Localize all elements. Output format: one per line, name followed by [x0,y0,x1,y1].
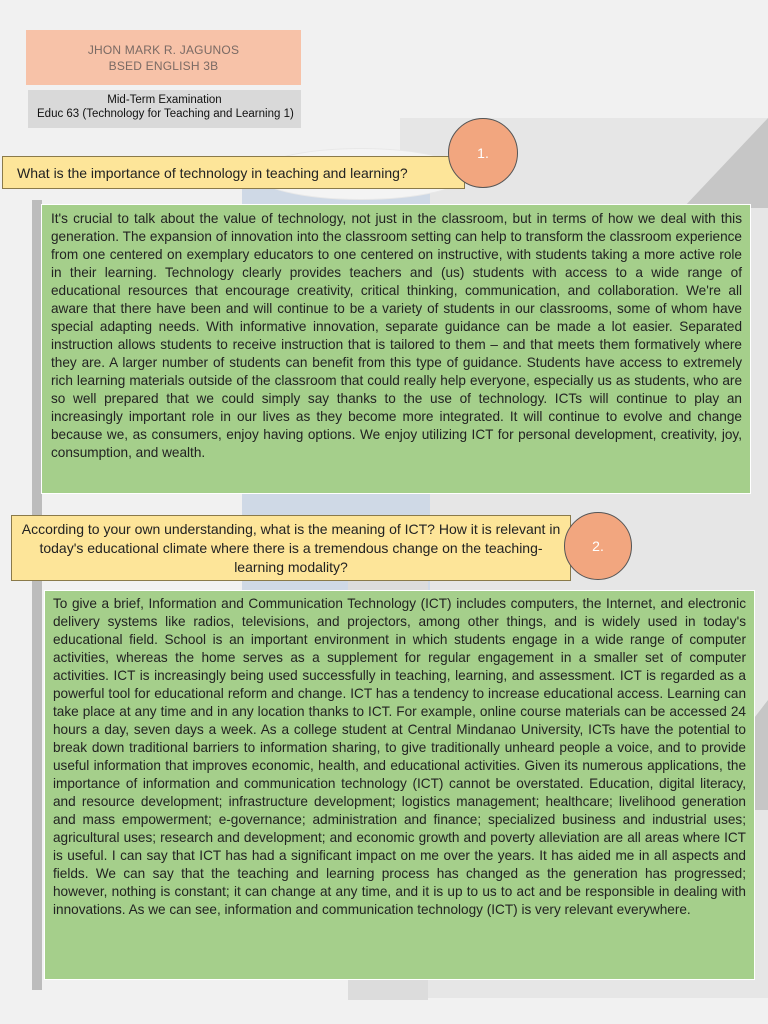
question-1-text: What is the importance of technology in teaching and learning? [17,164,408,181]
answer-1-text: It's crucial to talk about the value of technology, not just in the classroom, but in terms of how we deal with this generation. The expansion of innovation into the classroom setting can help to transform the classroom experience from one centered on exemplary educators to one centered on instructive, with students taking a more active role in their learning. Technology clearly provides teachers and (us) students with access to a wide range of educational resources that encourage creativity, critical thinking, communication, and collaboration. We're all aware that there have been and will continue to be a variety of students in our classrooms, some of whom have special adapting needs. With informative innovation, separate guidance can be made a lot easier. Separated instruction allows students to receive instruction that is tailored to them – and that meets them formatively where they are. A larger number of students can benefit from this type of guidance. Students have access to extremely rich learning materials outside of the classroom that could really help everyone, especially us as students, who are so well prepared that we could simply say thanks to the use of technology. ICTs will continue to play an increasingly important role in our lives as they become more integrated. It will continue to evolve and change because we, as consumers, enjoy having options. We enjoy utilizing ICT for personal development, creativity, joy, consumption, and wealth. [51,211,742,460]
question-2-number: 2. [592,538,604,554]
question-1-number-circle [448,118,518,188]
question-2-bar [11,515,571,581]
exam-title: Mid-Term Examination [107,94,222,106]
answer-2-text: To give a brief, Information and Communication Technology (ICT) includes computers, the Internet, and electronic delivery systems like radios, televisions, and projectors, among other things, and is widely used in today's educational field. School is an important environment in which students engage in a wide range of computer activities, whereas the home serves as a supplement for regular engagement in a smaller set of computer activities. ICT is increasingly being used successfully in teaching, learning, and assessment. ICT is regarded as a powerful tool for educational reform and change. ICT has a tendency to increase educational access. Learning can take place at any time and in any location thanks to ICT. For example, online course materials can be accessed 24 hours a day, seven days a week. As a college student at Central Mindanao University, ICTs have the potential to break down traditional barriers to information sharing, to give traditionally unheard people a voice, and to provide useful information that improves economic, health, and educational activities. Given its numerous applications, the importance of information and communication technology (ICT) cannot be overstated. Education, digital literacy, and resource development; infrastructure development; logistics management; healthcare; livelihood generation and mass empowerment; e-governance; administration and finance; specialized business and industrial uses; agricultural uses; research and development; and economic growth and poverty alleviation are all areas where ICT is useful. I can say that ICT has had a significant impact on me over the years. It has aided me in all aspects and fields. We can say that the teaching and learning process has changed as the generation has progressed; however, nothing is constant; it can change at any time, and it is up to us to act and be responsible in dealing with innovations. As we can see, information and communication technology (ICT) is very relevant everywhere. [53,596,746,917]
answer-1-box [41,204,751,494]
student-name: JHON MARK R. JAGUNOS [87,42,240,57]
student-course: BSED ENGLISH 3B [108,58,219,73]
question-1-number: 1. [477,145,489,161]
question-1-bar [2,156,465,189]
answer-2-box [44,590,755,980]
student-name-card [26,30,301,85]
exam-info-card [28,90,301,128]
question-2-number-circle [564,512,632,580]
question-2-text: According to your own understanding, what is the meaning of ICT? How it is relevant in today's educational climate where there is a tremendous change on the teaching-learning modality? [21,520,561,575]
exam-subject: Educ 63 (Technology for Teaching and Learning 1) [37,108,294,120]
